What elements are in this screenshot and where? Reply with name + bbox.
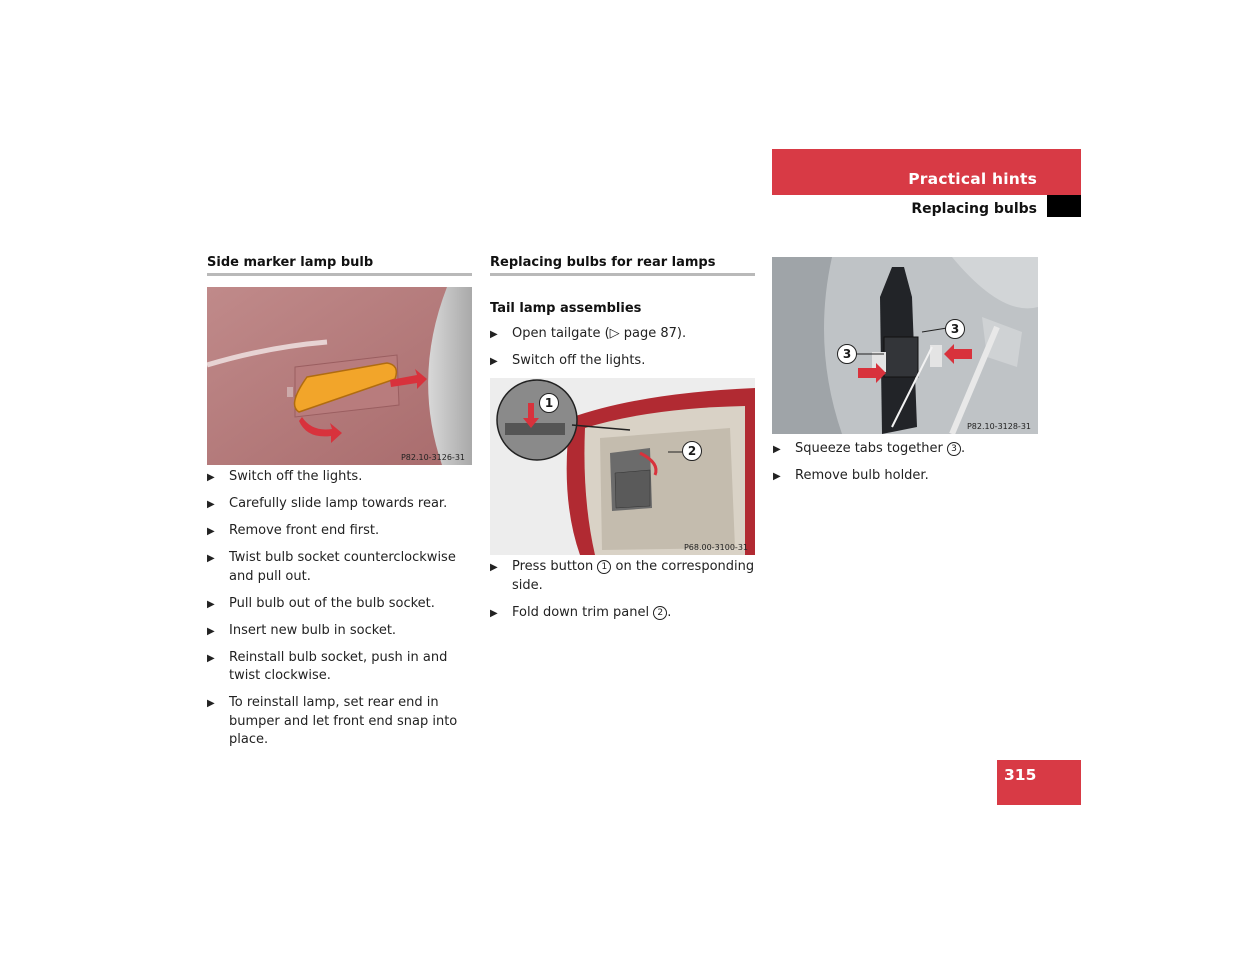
rear-lamps-steps-bottom [490,558,760,631]
header-marker [1047,195,1081,217]
list-item: ▶ Pull bulb out of the bulb socket. [207,595,477,614]
heading-rule [207,273,472,276]
bullet-icon: ▶ [207,625,215,637]
trunk-figure [490,378,755,555]
bullet-icon: ▶ [490,329,498,340]
list-item: ▶ Open tailgate (▷ page 87). [490,325,760,344]
list-item: ▶ Remove front end first. [207,522,477,541]
list-item: ▶ Fold down trim panel 2 . [490,604,760,623]
list-item: ▶ Twist bulb socket counterclockwise and pull out. [207,550,456,584]
bullet-icon: ▶ [207,553,215,564]
bullet-icon: ▶ [490,562,498,573]
callout-ref: 3 [947,442,961,456]
tail-lamp-subheading: Tail lamp assemblies [490,301,642,316]
list-item: ▶ Carefully slide lamp towards rear. [207,495,477,514]
bullet-icon: ▶ [207,598,215,610]
callout-3-right: 3 [945,319,965,339]
rear-lamps-heading: Replacing bulbs for rear lamps [490,255,716,270]
callout-2: 2 [682,441,702,461]
figure-code: P68.00-3100-31 [683,543,748,552]
section-header-bar [772,149,1081,195]
subsection-title: Replacing bulbs [911,201,1037,217]
list-item: ▶ Squeeze tabs together 3 . [773,440,1043,459]
side-marker-steps [207,468,477,758]
callout-3-left: 3 [837,344,857,364]
list-item: ▶ Remove bulb holder. [773,467,1043,486]
bullet-icon: ▶ [773,471,781,482]
list-item: ▶ Switch off the lights. [490,352,760,371]
figure-code: P82.10-3126-31 [400,453,465,462]
heading-rule [490,273,755,276]
side-marker-figure [207,287,472,465]
list-item: ▶ Press button 1 on the corresponding side. [490,559,755,593]
bullet-icon: ▶ [207,698,215,709]
bulb-holder-steps [773,440,1043,494]
callout-1: 1 [539,393,559,413]
section-title: Practical hints [908,170,1037,188]
list-item: ▶ Insert new bulb in socket. [207,622,477,641]
page-number-box [997,760,1081,805]
callout-ref: 2 [653,606,667,620]
list-item: ▶ Reinstall bulb socket, push in and twist clockwise. [207,649,448,683]
bullet-icon: ▶ [207,499,215,510]
page-number: 315 [1004,766,1037,784]
bullet-icon: ▶ [773,444,781,455]
bullet-icon: ▶ [207,526,215,537]
bulb-holder-figure [772,257,1038,434]
bullet-icon: ▶ [490,356,498,367]
bullet-icon: ▶ [490,607,498,619]
figure-code: P82.10-3128-31 [966,422,1031,431]
side-marker-heading: Side marker lamp bulb [207,255,374,270]
list-item: ▶ To reinstall lamp, set rear end in bumper and let front end snap into place. [207,695,458,747]
rear-lamps-steps-top [490,325,760,379]
callout-ref: 1 [597,560,611,574]
bullet-icon: ▶ [207,472,215,483]
bullet-icon: ▶ [207,652,215,664]
list-item: ▶ Switch off the lights. [207,468,477,487]
